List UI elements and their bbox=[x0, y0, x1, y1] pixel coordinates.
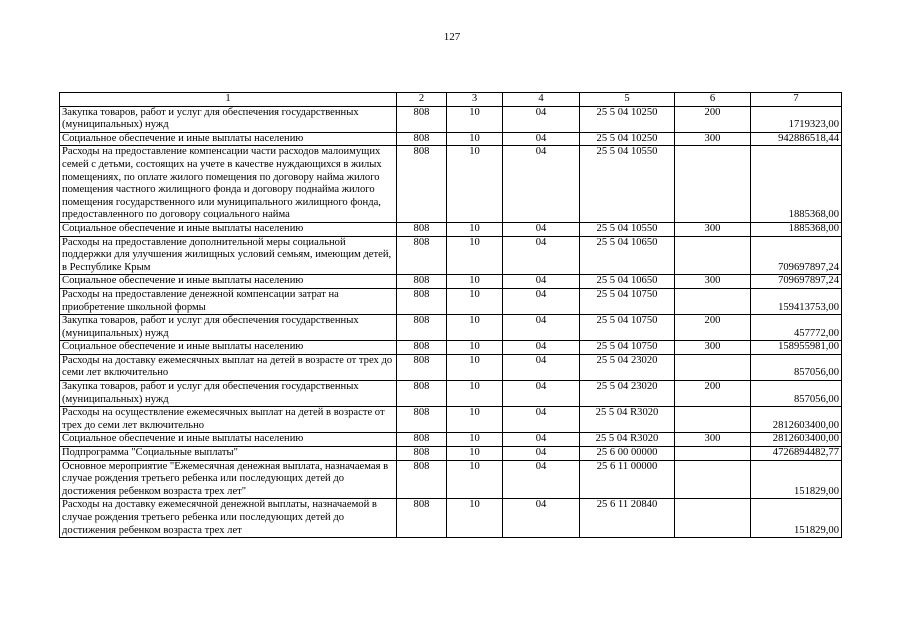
cell-amount: 151829,00 bbox=[751, 460, 842, 499]
cell-target-article: 25 5 04 10750 bbox=[580, 288, 675, 314]
table-row bbox=[60, 236, 842, 275]
budget-table bbox=[59, 92, 842, 538]
cell-subsection: 04 bbox=[503, 447, 580, 461]
cell-section: 10 bbox=[447, 146, 503, 223]
cell-section: 10 bbox=[447, 354, 503, 380]
cell-target-article: 25 5 04 10550 bbox=[580, 146, 675, 223]
cell-amount: 4726894482,77 bbox=[751, 447, 842, 461]
table-row bbox=[60, 106, 842, 132]
cell-amount: 2812603400,00 bbox=[751, 433, 842, 447]
header-cell: 2 bbox=[397, 93, 447, 107]
cell-description: Закупка товаров, работ и услуг для обеспечения государственных (муниципальных) нужд bbox=[60, 106, 397, 132]
cell-description: Закупка товаров, работ и услуг для обеспечения государственных (муниципальных) нужд bbox=[60, 381, 397, 407]
cell-subsection: 04 bbox=[503, 381, 580, 407]
cell-amount: 2812603400,00 bbox=[751, 407, 842, 433]
cell-ministry-code: 808 bbox=[397, 275, 447, 289]
cell-subsection: 04 bbox=[503, 222, 580, 236]
cell-subsection: 04 bbox=[503, 275, 580, 289]
cell-section: 10 bbox=[447, 433, 503, 447]
cell-description: Расходы на доставку ежемесячной денежной выплаты, назначаемой в случае рождения третьего ребенка или последующих детей до достижения ребенком возраста трех лет bbox=[60, 499, 397, 538]
cell-target-article: 25 6 11 20840 bbox=[580, 499, 675, 538]
cell-description: Подпрограмма "Социальные выплаты" bbox=[60, 447, 397, 461]
cell-amount: 857056,00 bbox=[751, 354, 842, 380]
cell-description: Социальное обеспечение и иные выплаты населению bbox=[60, 132, 397, 146]
table-row bbox=[60, 146, 842, 223]
cell-expense-type: 300 bbox=[675, 433, 751, 447]
header-cell: 4 bbox=[503, 93, 580, 107]
cell-description: Расходы на предоставление денежной компенсации затрат на приобретение школьной формы bbox=[60, 288, 397, 314]
cell-subsection: 04 bbox=[503, 499, 580, 538]
cell-ministry-code: 808 bbox=[397, 381, 447, 407]
cell-target-article: 25 5 04 10550 bbox=[580, 222, 675, 236]
cell-expense-type: 300 bbox=[675, 275, 751, 289]
cell-description: Социальное обеспечение и иные выплаты населению bbox=[60, 341, 397, 355]
cell-expense-type bbox=[675, 407, 751, 433]
cell-subsection: 04 bbox=[503, 460, 580, 499]
cell-target-article: 25 5 04 23020 bbox=[580, 354, 675, 380]
cell-amount: 158955981,00 bbox=[751, 341, 842, 355]
cell-amount: 159413753,00 bbox=[751, 288, 842, 314]
header-cell: 3 bbox=[447, 93, 503, 107]
cell-ministry-code: 808 bbox=[397, 447, 447, 461]
cell-subsection: 04 bbox=[503, 354, 580, 380]
table-row bbox=[60, 447, 842, 461]
cell-amount: 709697897,24 bbox=[751, 275, 842, 289]
cell-section: 10 bbox=[447, 341, 503, 355]
cell-expense-type: 200 bbox=[675, 315, 751, 341]
table-row bbox=[60, 275, 842, 289]
cell-amount: 151829,00 bbox=[751, 499, 842, 538]
cell-section: 10 bbox=[447, 381, 503, 407]
cell-description: Основное мероприятие "Ежемесячная денежная выплата, назначаемая в случае рождения третьего ребенка или последующих детей до достижения ребенком возраста трех лет" bbox=[60, 460, 397, 499]
cell-target-article: 25 5 04 R3020 bbox=[580, 407, 675, 433]
cell-subsection: 04 bbox=[503, 433, 580, 447]
cell-expense-type: 200 bbox=[675, 381, 751, 407]
cell-ministry-code: 808 bbox=[397, 132, 447, 146]
cell-amount: 1885368,00 bbox=[751, 222, 842, 236]
cell-ministry-code: 808 bbox=[397, 315, 447, 341]
table-row bbox=[60, 499, 842, 538]
table-row bbox=[60, 381, 842, 407]
header-cell: 6 bbox=[675, 93, 751, 107]
cell-ministry-code: 808 bbox=[397, 460, 447, 499]
cell-ministry-code: 808 bbox=[397, 146, 447, 223]
cell-description: Социальное обеспечение и иные выплаты населению bbox=[60, 222, 397, 236]
cell-description: Расходы на предоставление дополнительной меры социальной поддержки для улучшения жилищных условий семьям, имеющим детей, в Республике Крым bbox=[60, 236, 397, 275]
cell-amount: 942886518,44 bbox=[751, 132, 842, 146]
cell-amount: 1719323,00 bbox=[751, 106, 842, 132]
cell-section: 10 bbox=[447, 407, 503, 433]
header-cell: 1 bbox=[60, 93, 397, 107]
cell-expense-type: 300 bbox=[675, 222, 751, 236]
cell-section: 10 bbox=[447, 315, 503, 341]
cell-subsection: 04 bbox=[503, 315, 580, 341]
table-row bbox=[60, 341, 842, 355]
cell-expense-type: 200 bbox=[675, 106, 751, 132]
cell-expense-type bbox=[675, 447, 751, 461]
cell-ministry-code: 808 bbox=[397, 106, 447, 132]
table-row bbox=[60, 315, 842, 341]
cell-expense-type bbox=[675, 146, 751, 223]
cell-section: 10 bbox=[447, 460, 503, 499]
table-header-row bbox=[60, 93, 842, 107]
cell-ministry-code: 808 bbox=[397, 222, 447, 236]
cell-description: Социальное обеспечение и иные выплаты населению bbox=[60, 275, 397, 289]
cell-ministry-code: 808 bbox=[397, 407, 447, 433]
cell-target-article: 25 5 04 10250 bbox=[580, 132, 675, 146]
cell-target-article: 25 5 04 R3020 bbox=[580, 433, 675, 447]
cell-section: 10 bbox=[447, 499, 503, 538]
cell-target-article: 25 5 04 10750 bbox=[580, 341, 675, 355]
cell-description: Социальное обеспечение и иные выплаты населению bbox=[60, 433, 397, 447]
cell-expense-type bbox=[675, 499, 751, 538]
cell-amount: 457772,00 bbox=[751, 315, 842, 341]
cell-ministry-code: 808 bbox=[397, 341, 447, 355]
cell-expense-type: 300 bbox=[675, 341, 751, 355]
cell-ministry-code: 808 bbox=[397, 433, 447, 447]
header-cell: 5 bbox=[580, 93, 675, 107]
cell-subsection: 04 bbox=[503, 146, 580, 223]
cell-subsection: 04 bbox=[503, 341, 580, 355]
cell-description: Расходы на осуществление ежемесячных выплат на детей в возрасте от трех до семи лет включительно bbox=[60, 407, 397, 433]
cell-subsection: 04 bbox=[503, 106, 580, 132]
cell-description: Расходы на доставку ежемесячных выплат на детей в возрасте от трех до семи лет включительно bbox=[60, 354, 397, 380]
cell-subsection: 04 bbox=[503, 236, 580, 275]
cell-section: 10 bbox=[447, 236, 503, 275]
cell-expense-type bbox=[675, 288, 751, 314]
cell-section: 10 bbox=[447, 222, 503, 236]
table-row bbox=[60, 407, 842, 433]
cell-subsection: 04 bbox=[503, 132, 580, 146]
cell-ministry-code: 808 bbox=[397, 236, 447, 275]
cell-expense-type bbox=[675, 460, 751, 499]
table-row bbox=[60, 460, 842, 499]
cell-description: Закупка товаров, работ и услуг для обеспечения государственных (муниципальных) нужд bbox=[60, 315, 397, 341]
cell-subsection: 04 bbox=[503, 288, 580, 314]
page-number: 127 bbox=[443, 31, 461, 43]
cell-section: 10 bbox=[447, 106, 503, 132]
cell-target-article: 25 5 04 10650 bbox=[580, 275, 675, 289]
cell-ministry-code: 808 bbox=[397, 354, 447, 380]
cell-amount: 1885368,00 bbox=[751, 146, 842, 223]
table-row bbox=[60, 132, 842, 146]
cell-section: 10 bbox=[447, 275, 503, 289]
table-row bbox=[60, 288, 842, 314]
cell-section: 10 bbox=[447, 132, 503, 146]
cell-expense-type bbox=[675, 354, 751, 380]
cell-target-article: 25 6 00 00000 bbox=[580, 447, 675, 461]
table-row bbox=[60, 354, 842, 380]
header-cell: 7 bbox=[751, 93, 842, 107]
table-row bbox=[60, 433, 842, 447]
cell-target-article: 25 5 04 10650 bbox=[580, 236, 675, 275]
cell-target-article: 25 5 04 10750 bbox=[580, 315, 675, 341]
cell-expense-type: 300 bbox=[675, 132, 751, 146]
cell-amount: 709697897,24 bbox=[751, 236, 842, 275]
cell-ministry-code: 808 bbox=[397, 288, 447, 314]
cell-target-article: 25 6 11 00000 bbox=[580, 460, 675, 499]
cell-subsection: 04 bbox=[503, 407, 580, 433]
cell-amount: 857056,00 bbox=[751, 381, 842, 407]
cell-target-article: 25 5 04 23020 bbox=[580, 381, 675, 407]
table-row bbox=[60, 222, 842, 236]
cell-section: 10 bbox=[447, 447, 503, 461]
cell-ministry-code: 808 bbox=[397, 499, 447, 538]
cell-expense-type bbox=[675, 236, 751, 275]
cell-description: Расходы на предоставление компенсации части расходов малоимущих семей с детьми, состоящих на учете в качестве нуждающихся в жилых помещениях, по оплате жилого помещения по договору найма жилого помещения частного жилищного фонда и договору поднайма жилого помещения государственного или муниципального жилищного фонда, предоставленного по договору социального найма bbox=[60, 146, 397, 223]
cell-target-article: 25 5 04 10250 bbox=[580, 106, 675, 132]
cell-section: 10 bbox=[447, 288, 503, 314]
